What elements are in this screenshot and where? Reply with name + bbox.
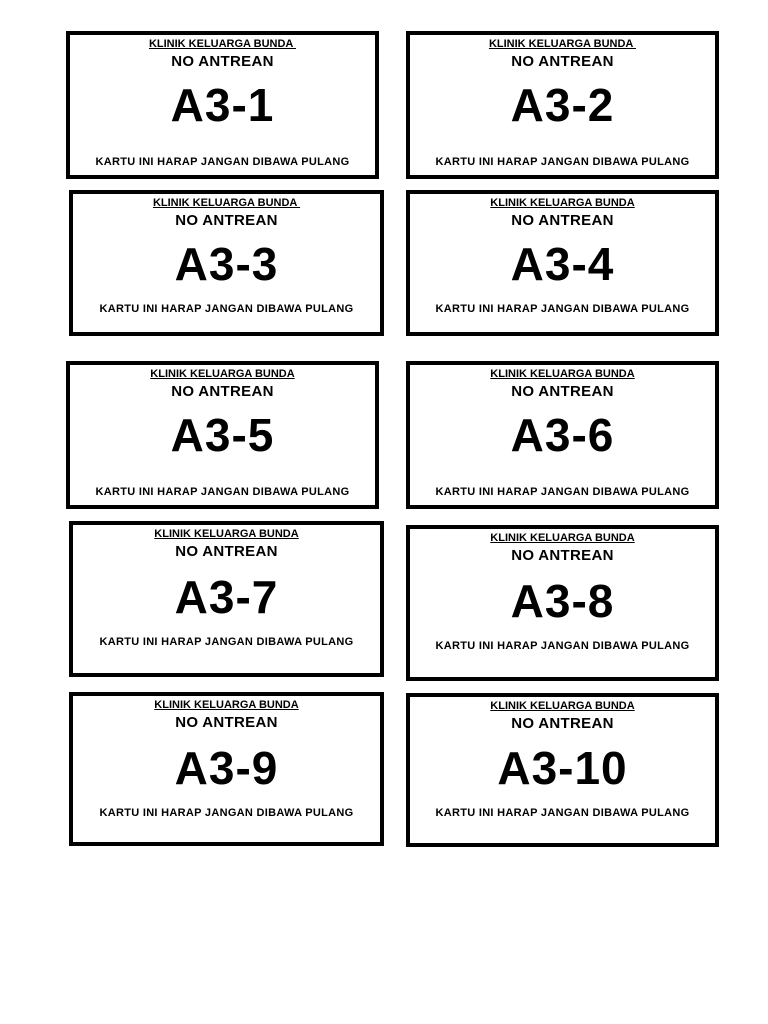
clinic-name: KLINIK KELUARGA BUNDA xyxy=(154,528,299,540)
queue-number: A3-1 xyxy=(170,79,275,131)
card-notice: KARTU INI HARAP JANGAN DIBAWA PULANG xyxy=(95,156,350,168)
queue-label: NO ANTREAN xyxy=(511,212,614,229)
card-notice: KARTU INI HARAP JANGAN DIBAWA PULANG xyxy=(435,640,690,652)
queue-card xyxy=(66,31,379,179)
queue-card xyxy=(406,31,719,179)
queue-number: A3-8 xyxy=(510,575,615,627)
queue-card xyxy=(69,692,384,846)
card-notice: KARTU INI HARAP JANGAN DIBAWA PULANG xyxy=(99,303,354,315)
queue-label: NO ANTREAN xyxy=(511,383,614,400)
clinic-name: KLINIK KELUARGA BUNDA xyxy=(490,197,635,209)
card-notice: KARTU INI HARAP JANGAN DIBAWA PULANG xyxy=(435,156,690,168)
queue-label: NO ANTREAN xyxy=(511,547,614,564)
queue-card xyxy=(66,361,379,509)
queue-label: NO ANTREAN xyxy=(175,212,278,229)
card-notice: KARTU INI HARAP JANGAN DIBAWA PULANG xyxy=(99,807,354,819)
clinic-name: KLINIK KELUARGA BUNDA xyxy=(152,197,301,209)
queue-number: A3-9 xyxy=(174,742,279,794)
clinic-name: KLINIK KELUARGA BUNDA xyxy=(490,532,635,544)
card-notice: KARTU INI HARAP JANGAN DIBAWA PULANG xyxy=(435,303,690,315)
queue-card xyxy=(406,361,719,509)
card-notice: KARTU INI HARAP JANGAN DIBAWA PULANG xyxy=(99,636,354,648)
queue-label: NO ANTREAN xyxy=(171,53,274,70)
card-notice: KARTU INI HARAP JANGAN DIBAWA PULANG xyxy=(95,486,350,498)
card-notice: KARTU INI HARAP JANGAN DIBAWA PULANG xyxy=(435,807,690,819)
queue-card xyxy=(69,190,384,336)
queue-number: A3-7 xyxy=(174,571,279,623)
clinic-name: KLINIK KELUARGA BUNDA xyxy=(148,38,297,50)
queue-number: A3-6 xyxy=(510,409,615,461)
clinic-name: KLINIK KELUARGA BUNDA xyxy=(150,368,295,380)
queue-label: NO ANTREAN xyxy=(171,383,274,400)
queue-label: NO ANTREAN xyxy=(175,543,278,560)
queue-number: A3-10 xyxy=(497,742,628,794)
card-notice: KARTU INI HARAP JANGAN DIBAWA PULANG xyxy=(435,486,690,498)
clinic-name: KLINIK KELUARGA BUNDA xyxy=(154,699,299,711)
queue-label: NO ANTREAN xyxy=(175,714,278,731)
clinic-name: KLINIK KELUARGA BUNDA xyxy=(490,368,635,380)
queue-card xyxy=(406,190,719,336)
queue-label: NO ANTREAN xyxy=(511,53,614,70)
queue-number: A3-3 xyxy=(174,238,279,290)
queue-card xyxy=(406,525,719,681)
queue-label: NO ANTREAN xyxy=(511,715,614,732)
queue-number: A3-5 xyxy=(170,409,275,461)
queue-card xyxy=(69,521,384,677)
queue-number: A3-4 xyxy=(510,238,615,290)
clinic-name: KLINIK KELUARGA BUNDA xyxy=(490,700,635,712)
clinic-name: KLINIK KELUARGA BUNDA xyxy=(488,38,637,50)
queue-number: A3-2 xyxy=(510,79,615,131)
queue-card xyxy=(406,693,719,847)
